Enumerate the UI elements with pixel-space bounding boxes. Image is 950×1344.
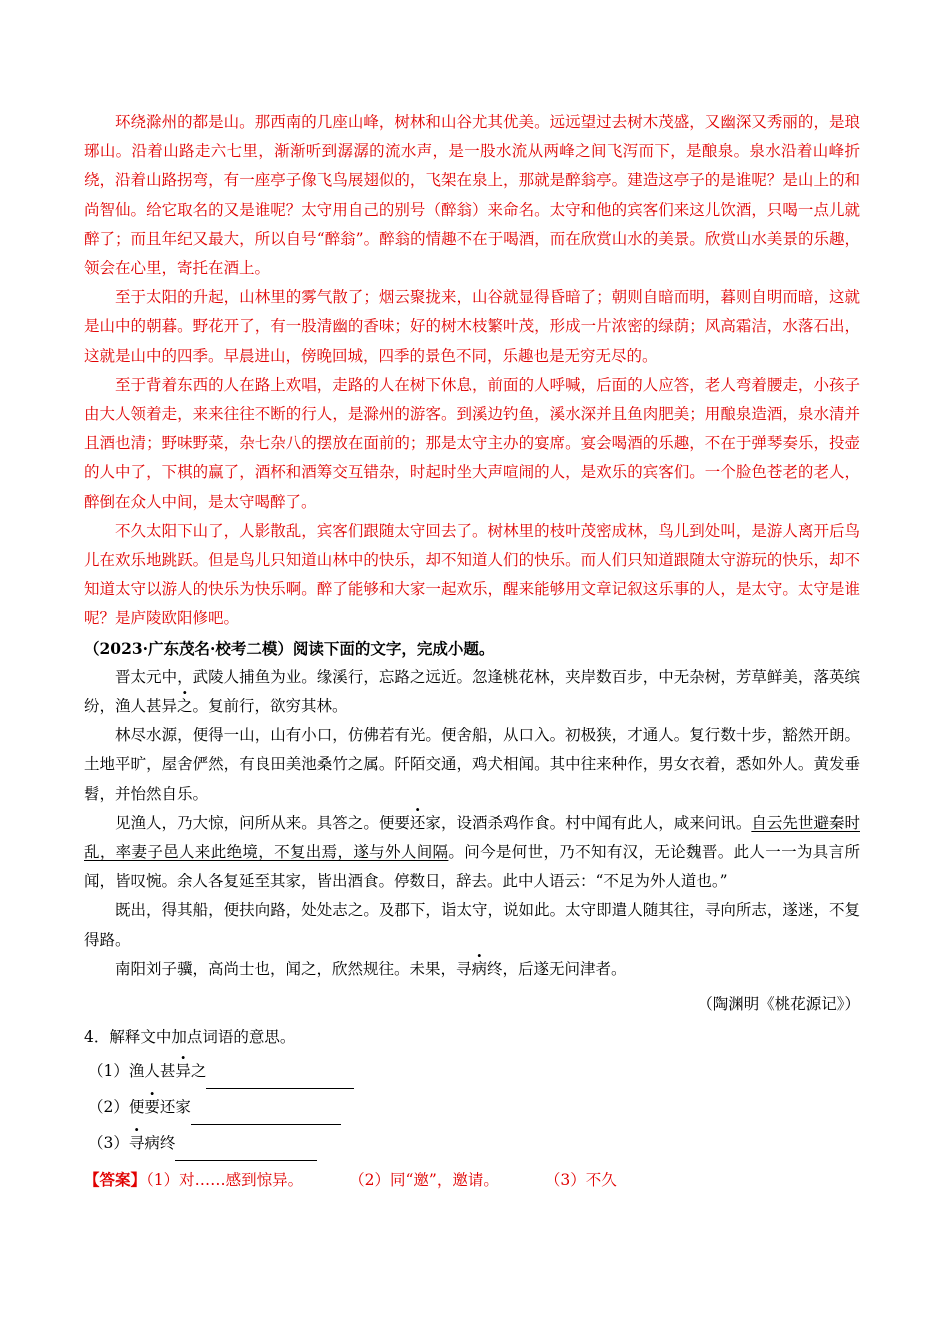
answer-2: （2）同“邀”，邀请。 [349, 1170, 499, 1189]
question-prefix: （1）渔人甚 [88, 1061, 176, 1080]
dotted-word: 要 [394, 813, 410, 832]
dotted-word: 要 [144, 1097, 160, 1116]
translation-paragraph-4: 不久太阳下山了，人影散乱，宾客们跟随太守回去了。树林里的枝叶茂密成林，鸟儿到处叫，是游人离开后鸟儿在欢乐地跳跃。但是鸟儿只知道山林中的快乐，却不知道人们的快乐。而人们只知道跟随太守游玩的快乐，却不知道太守以游人的快乐为快乐啊。醉了能够和大家一起欢乐，醒来能够用文章记叙这乐事的人，是太守。太守是谁呢？是庐陵欧阳修吧。 [84, 521, 860, 628]
question-suffix: 还家 [159, 1097, 191, 1116]
question-suffix: 病终 [144, 1133, 176, 1152]
answer-blank[interactable] [191, 1106, 341, 1125]
question-item-2 [84, 1089, 860, 1125]
passage-text: 南阳刘子骥，高尚士也，闻之，欣然规往。未果， [115, 959, 457, 978]
passage-text: 。问今是何世，乃不知有汉，无论魏晋。此人一一为具言所闻，皆叹惋。余人各复延至其家，皆出酒食。停数日，辞去。此中人语云：“不足为外人道也。” [84, 843, 860, 891]
section-heading: （2023·广东茂名·校考二模）阅读下面的文字，完成小题。 [84, 638, 495, 658]
answer-blank[interactable] [206, 1070, 354, 1089]
question-item-3 [84, 1125, 860, 1161]
translation-paragraph-3: 至于背着东西的人在路上欢唱，走路的人在树下休息，前面的人呼喊，后面的人应答，老人弯着腰走，小孩子由大人领着走，来来往往不断的行人，是滁州的游客。到溪边钓鱼，溪水深并且鱼肉肥美；用酿泉造酒，泉水清并且酒也清；野味野菜，杂七杂八的摆放在面前的；那是太守主办的宴席。宴会喝酒的乐趣，不在于弹琴奏乐，投壶的人中了，下棋的赢了，酒杯和酒筹交互错杂，时起时坐大声喧闹的人，是欢乐的宾客们。一个脸色苍老的老人，醉倒在众人中间，是太守喝醉了。 [84, 375, 860, 511]
answer-tag: 【答案】 [84, 1169, 147, 1189]
passage-text: 晋太元中，武陵人捕鱼为业。缘溪行，忘路之远近。忽逢桃花林，夹岸数百步，中无杂树，芳草鲜美，落英缤纷，渔人甚 [84, 667, 860, 716]
dotted-word: 异 [161, 697, 178, 716]
answer-blank[interactable] [175, 1142, 317, 1161]
document-page [84, 108, 860, 1195]
underlined-sentence: 自云先世避秦时乱，率妻子邑人来此绝境，不复出焉，遂与外人间隔 [84, 813, 860, 862]
dotted-word: 寻 [456, 959, 472, 978]
passage-paragraph-2: 林尽水源，便得一山，山有小口，仿佛若有光。便舍船，从口入。初极狭，才通人。复行数十步，豁然开朗。土地平旷，屋舍俨然，有良田美池桑竹之属。阡陌交通，鸡犬相闻。其中往来种作，男女衣着，悉如外人。黄发垂髫，并怡然自乐。 [84, 726, 860, 803]
dotted-word: 异 [175, 1061, 191, 1080]
question-prefix: （3） [88, 1133, 129, 1152]
question-prefix: （2）便 [88, 1097, 145, 1116]
translation-paragraph-1: 环绕滁州的都是山。那西南的几座山峰，树林和山谷尤其优美。远远望过去树木茂盛，又幽深又秀丽的，是琅琊山。沿着山路走六七里，渐渐听到潺潺的流水声，是一股水流从两峰之间飞泻而下，是酿泉。泉水沿着山峰折绕，沿着山路拐弯，有一座亭子像飞鸟展翅似的，飞架在泉上，那就是醉翁亭。建造这亭子的是谁呢？是山上的和尚智仙。给它取名的又是谁呢？太守用自己的别号（醉翁）来命名。太守和他的宾客们来这儿饮酒，只喝一点儿就醉了；而且年纪又最大，所以自号“醉翁”。醉翁的情趣不在于喝酒，而在欣赏山水的美景。欣赏山水美景的乐趣，领会在心里，寄托在酒上。 [84, 113, 860, 278]
passage-source: （陶渊明《桃花源记》） [697, 995, 860, 1014]
passage-paragraph-3 [84, 809, 860, 897]
passage-paragraph-1 [84, 663, 860, 721]
passage-text: 之。复前行，欲穷其林。 [177, 697, 348, 716]
passage-text: 病终，后遂无问津者。 [471, 959, 627, 978]
dotted-word: 寻 [128, 1133, 145, 1152]
passage-paragraph-5 [84, 955, 860, 984]
answer-1: （1）对……感到惊异。 [146, 1170, 304, 1189]
question-stem: 4．解释文中加点词语的意思。 [84, 1028, 296, 1047]
question-item-1 [84, 1053, 860, 1089]
answer-3: （3）不久 [544, 1170, 617, 1189]
passage-text: 见渔人，乃大惊，问所从来。具答之。便 [115, 813, 395, 832]
question-suffix: 之 [190, 1061, 207, 1080]
translation-paragraph-2: 至于太阳的升起，山林里的雾气散了；烟云聚拢来，山谷就显得昏暗了；朝则自暗而明，暮则自明而暗，这就是山中的朝暮。野花开了，有一股清幽的香味；好的树木枝繁叶茂，形成一片浓密的绿荫；风高霜洁，水落石出，这就是山中的四季。早晨进山，傍晚回城，四季的景色不同，乐趣也是无穷无尽的。 [84, 288, 860, 365]
passage-text: 还家，设酒杀鸡作食。村中闻有此人，咸来问讯。 [409, 813, 752, 832]
passage-paragraph-4: 既出，得其船，便扶向路，处处志之。及郡下，诣太守，说如此。太守即遣人随其往，寻向所志，遂迷，不复得路。 [84, 901, 860, 949]
answer-line [84, 1165, 860, 1195]
